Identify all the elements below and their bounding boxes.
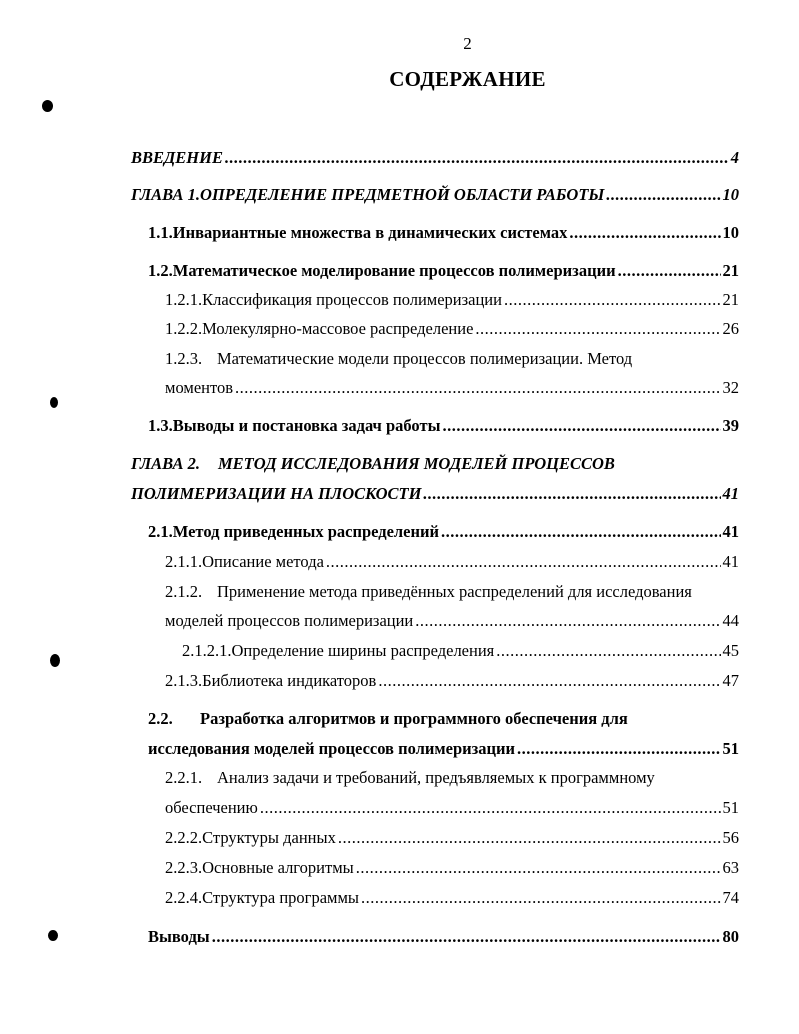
dot-leader bbox=[496, 641, 720, 661]
toc-entry-number: 2.2.3. bbox=[165, 858, 203, 877]
toc-entry-2-2-3[interactable] bbox=[165, 858, 739, 878]
toc-entry-number: 2.1.2.1. bbox=[182, 641, 232, 660]
toc-entry-text: Выводы и постановка задач работы bbox=[172, 416, 441, 435]
dot-leader bbox=[338, 828, 721, 848]
toc-entry-text: Структура программы bbox=[202, 888, 359, 907]
toc-entry-text: Классификация процессов полимеризации bbox=[202, 290, 502, 309]
toc-page-number: 44 bbox=[722, 611, 739, 630]
dot-leader bbox=[212, 927, 721, 947]
toc-entry-text: исследования моделей процессов полимеризации bbox=[148, 739, 516, 758]
toc-page-number: 74 bbox=[722, 888, 739, 907]
toc-page-number: 39 bbox=[722, 416, 739, 435]
dot-leader bbox=[423, 484, 720, 504]
toc-entry-2-1-2-line1[interactable] bbox=[165, 582, 692, 602]
toc-entry-1-2-3-line2[interactable] bbox=[165, 378, 739, 398]
toc-entry-1-2[interactable] bbox=[148, 261, 739, 281]
toc-entry-2-2-1-line1[interactable] bbox=[165, 768, 655, 788]
toc-entry-2-2-line1[interactable] bbox=[148, 709, 628, 729]
toc-entry-number: 2.2.4. bbox=[165, 888, 203, 907]
toc-entry-number: 1.2.3. bbox=[165, 349, 203, 368]
toc-entry-number: 1.2. bbox=[148, 261, 173, 280]
dot-leader bbox=[225, 148, 729, 168]
toc-page-number: 41 bbox=[722, 522, 739, 541]
toc-entry-chapter-2-line2[interactable] bbox=[131, 484, 739, 504]
toc-entry-text: обеспечению bbox=[165, 798, 258, 817]
toc-entry-text: Анализ задачи и требований, предъявляемых к программному bbox=[217, 768, 655, 787]
toc-entry-1-2-2[interactable] bbox=[165, 319, 739, 339]
toc-entry-1-1[interactable] bbox=[148, 223, 739, 243]
dot-leader bbox=[606, 185, 720, 205]
dot-leader bbox=[475, 319, 720, 339]
dot-leader bbox=[441, 522, 720, 542]
toc-page-number: 80 bbox=[722, 927, 739, 946]
toc-page-number: 4 bbox=[730, 148, 739, 167]
toc-entry-text: ОПРЕДЕЛЕНИЕ ПРЕДМЕТНОЙ ОБЛАСТИ РАБОТЫ bbox=[200, 185, 605, 204]
toc-entry-text: Математические модели процессов полимеризации. Метод bbox=[217, 349, 633, 368]
toc-entry-text: Описание метода bbox=[202, 552, 324, 571]
toc-entry-text: Основные алгоритмы bbox=[202, 858, 354, 877]
toc-entry-number: ГЛАВА 1. bbox=[131, 185, 201, 204]
toc-entry-number: 2.1. bbox=[148, 522, 173, 541]
toc-entry-number: 2.1.3. bbox=[165, 671, 203, 690]
dot-leader bbox=[569, 223, 720, 243]
toc-entry-2-1-2-line2[interactable] bbox=[165, 611, 739, 631]
toc-page-number: 63 bbox=[722, 858, 739, 877]
toc-page-number: 56 bbox=[722, 828, 739, 847]
toc-entry-2-1-1[interactable] bbox=[165, 552, 739, 572]
toc-entry-1-2-1[interactable] bbox=[165, 290, 739, 310]
toc-entry-number: 1.3. bbox=[148, 416, 173, 435]
toc-page-number: 41 bbox=[722, 484, 739, 503]
toc-entry-1-3[interactable] bbox=[148, 416, 739, 436]
toc-entry-number: 2.1.2. bbox=[165, 582, 203, 601]
toc-entry-text: Инвариантные множества в динамических системах bbox=[172, 223, 568, 242]
toc-page-number: 32 bbox=[722, 378, 739, 397]
toc-entry-text: моментов bbox=[165, 378, 234, 397]
toc-entry-text: Молекулярно-массовое распределение bbox=[202, 319, 474, 338]
toc-entry-text: Метод приведенных распределений bbox=[172, 522, 440, 541]
toc-page-number: 10 bbox=[722, 223, 739, 242]
toc-page-number: 21 bbox=[722, 290, 739, 309]
toc-entry-number: 2.2.2. bbox=[165, 828, 203, 847]
toc-entry-text: Определение ширины распределения bbox=[231, 641, 495, 660]
dot-leader bbox=[361, 888, 721, 908]
toc-entry-chapter-1[interactable] bbox=[131, 185, 739, 205]
toc-entry-text: Разработка алгоритмов и программного обеспечения для bbox=[200, 709, 628, 728]
toc-entry-intro[interactable] bbox=[131, 148, 739, 168]
dot-leader bbox=[517, 739, 720, 759]
toc-page-number: 51 bbox=[722, 739, 739, 758]
toc-entry-number: ГЛАВА 2. bbox=[131, 454, 201, 473]
toc-page-number: 10 bbox=[722, 185, 739, 204]
toc-entry-1-2-3-line1[interactable] bbox=[165, 349, 632, 369]
page-number: 2 bbox=[463, 34, 472, 53]
toc-entry-number: 2.2. bbox=[148, 709, 173, 728]
toc-entry-2-2-line2[interactable] bbox=[148, 739, 739, 759]
toc-entry-2-2-2[interactable] bbox=[165, 828, 739, 848]
toc-entry-text: Математическое моделирование процессов полимеризации bbox=[172, 261, 616, 280]
toc-entry-number: 1.1. bbox=[148, 223, 173, 242]
toc-page-number: 51 bbox=[722, 798, 739, 817]
toc-entry-number: 1.2.1. bbox=[165, 290, 203, 309]
toc-page-number: 41 bbox=[722, 552, 739, 571]
dot-leader bbox=[415, 611, 720, 631]
dot-leader bbox=[504, 290, 721, 310]
toc-entry-text: моделей процессов полимеризации bbox=[165, 611, 414, 630]
dot-leader bbox=[618, 261, 721, 281]
toc-entry-2-2-4[interactable] bbox=[165, 888, 739, 908]
toc-page-number: 47 bbox=[722, 671, 739, 690]
dot-leader bbox=[260, 798, 721, 818]
toc-entry-chapter-2-line1[interactable] bbox=[131, 454, 615, 474]
toc-entry-text: ВВЕДЕНИЕ bbox=[131, 148, 223, 167]
toc-entry-text: Применение метода приведённых распределений для исследования bbox=[217, 582, 692, 601]
dot-leader bbox=[442, 416, 720, 436]
toc-entry-2-1-2-1[interactable] bbox=[182, 641, 739, 661]
toc-entry-text: МЕТОД ИССЛЕДОВАНИЯ МОДЕЛЕЙ ПРОЦЕССОВ bbox=[218, 454, 615, 473]
toc-page-number: 26 bbox=[722, 319, 739, 338]
page-title: СОДЕРЖАНИЕ bbox=[389, 67, 546, 91]
toc-entry-text: Выводы bbox=[148, 927, 210, 946]
toc-entry-text: ПОЛИМЕРИЗАЦИИ НА ПЛОСКОСТИ bbox=[131, 484, 422, 503]
toc-page-number: 45 bbox=[722, 641, 739, 660]
toc-entry-2-1-3[interactable] bbox=[165, 671, 739, 691]
dot-leader bbox=[235, 378, 720, 398]
toc-page-number: 21 bbox=[722, 261, 739, 280]
toc-entry-text: Структуры данных bbox=[202, 828, 336, 847]
dot-leader bbox=[326, 552, 721, 572]
toc-entry-number: 2.2.1. bbox=[165, 768, 203, 787]
toc-entry-number: 1.2.2. bbox=[165, 319, 203, 338]
toc-entry-number: 2.1.1. bbox=[165, 552, 203, 571]
dot-leader bbox=[378, 671, 720, 691]
toc-entry-conclusions[interactable] bbox=[148, 927, 739, 947]
toc-entry-2-2-1-line2[interactable] bbox=[165, 798, 739, 818]
toc-entry-2-1[interactable] bbox=[148, 522, 739, 542]
toc-entry-text: Библиотека индикаторов bbox=[202, 671, 377, 690]
dot-leader bbox=[356, 858, 721, 878]
